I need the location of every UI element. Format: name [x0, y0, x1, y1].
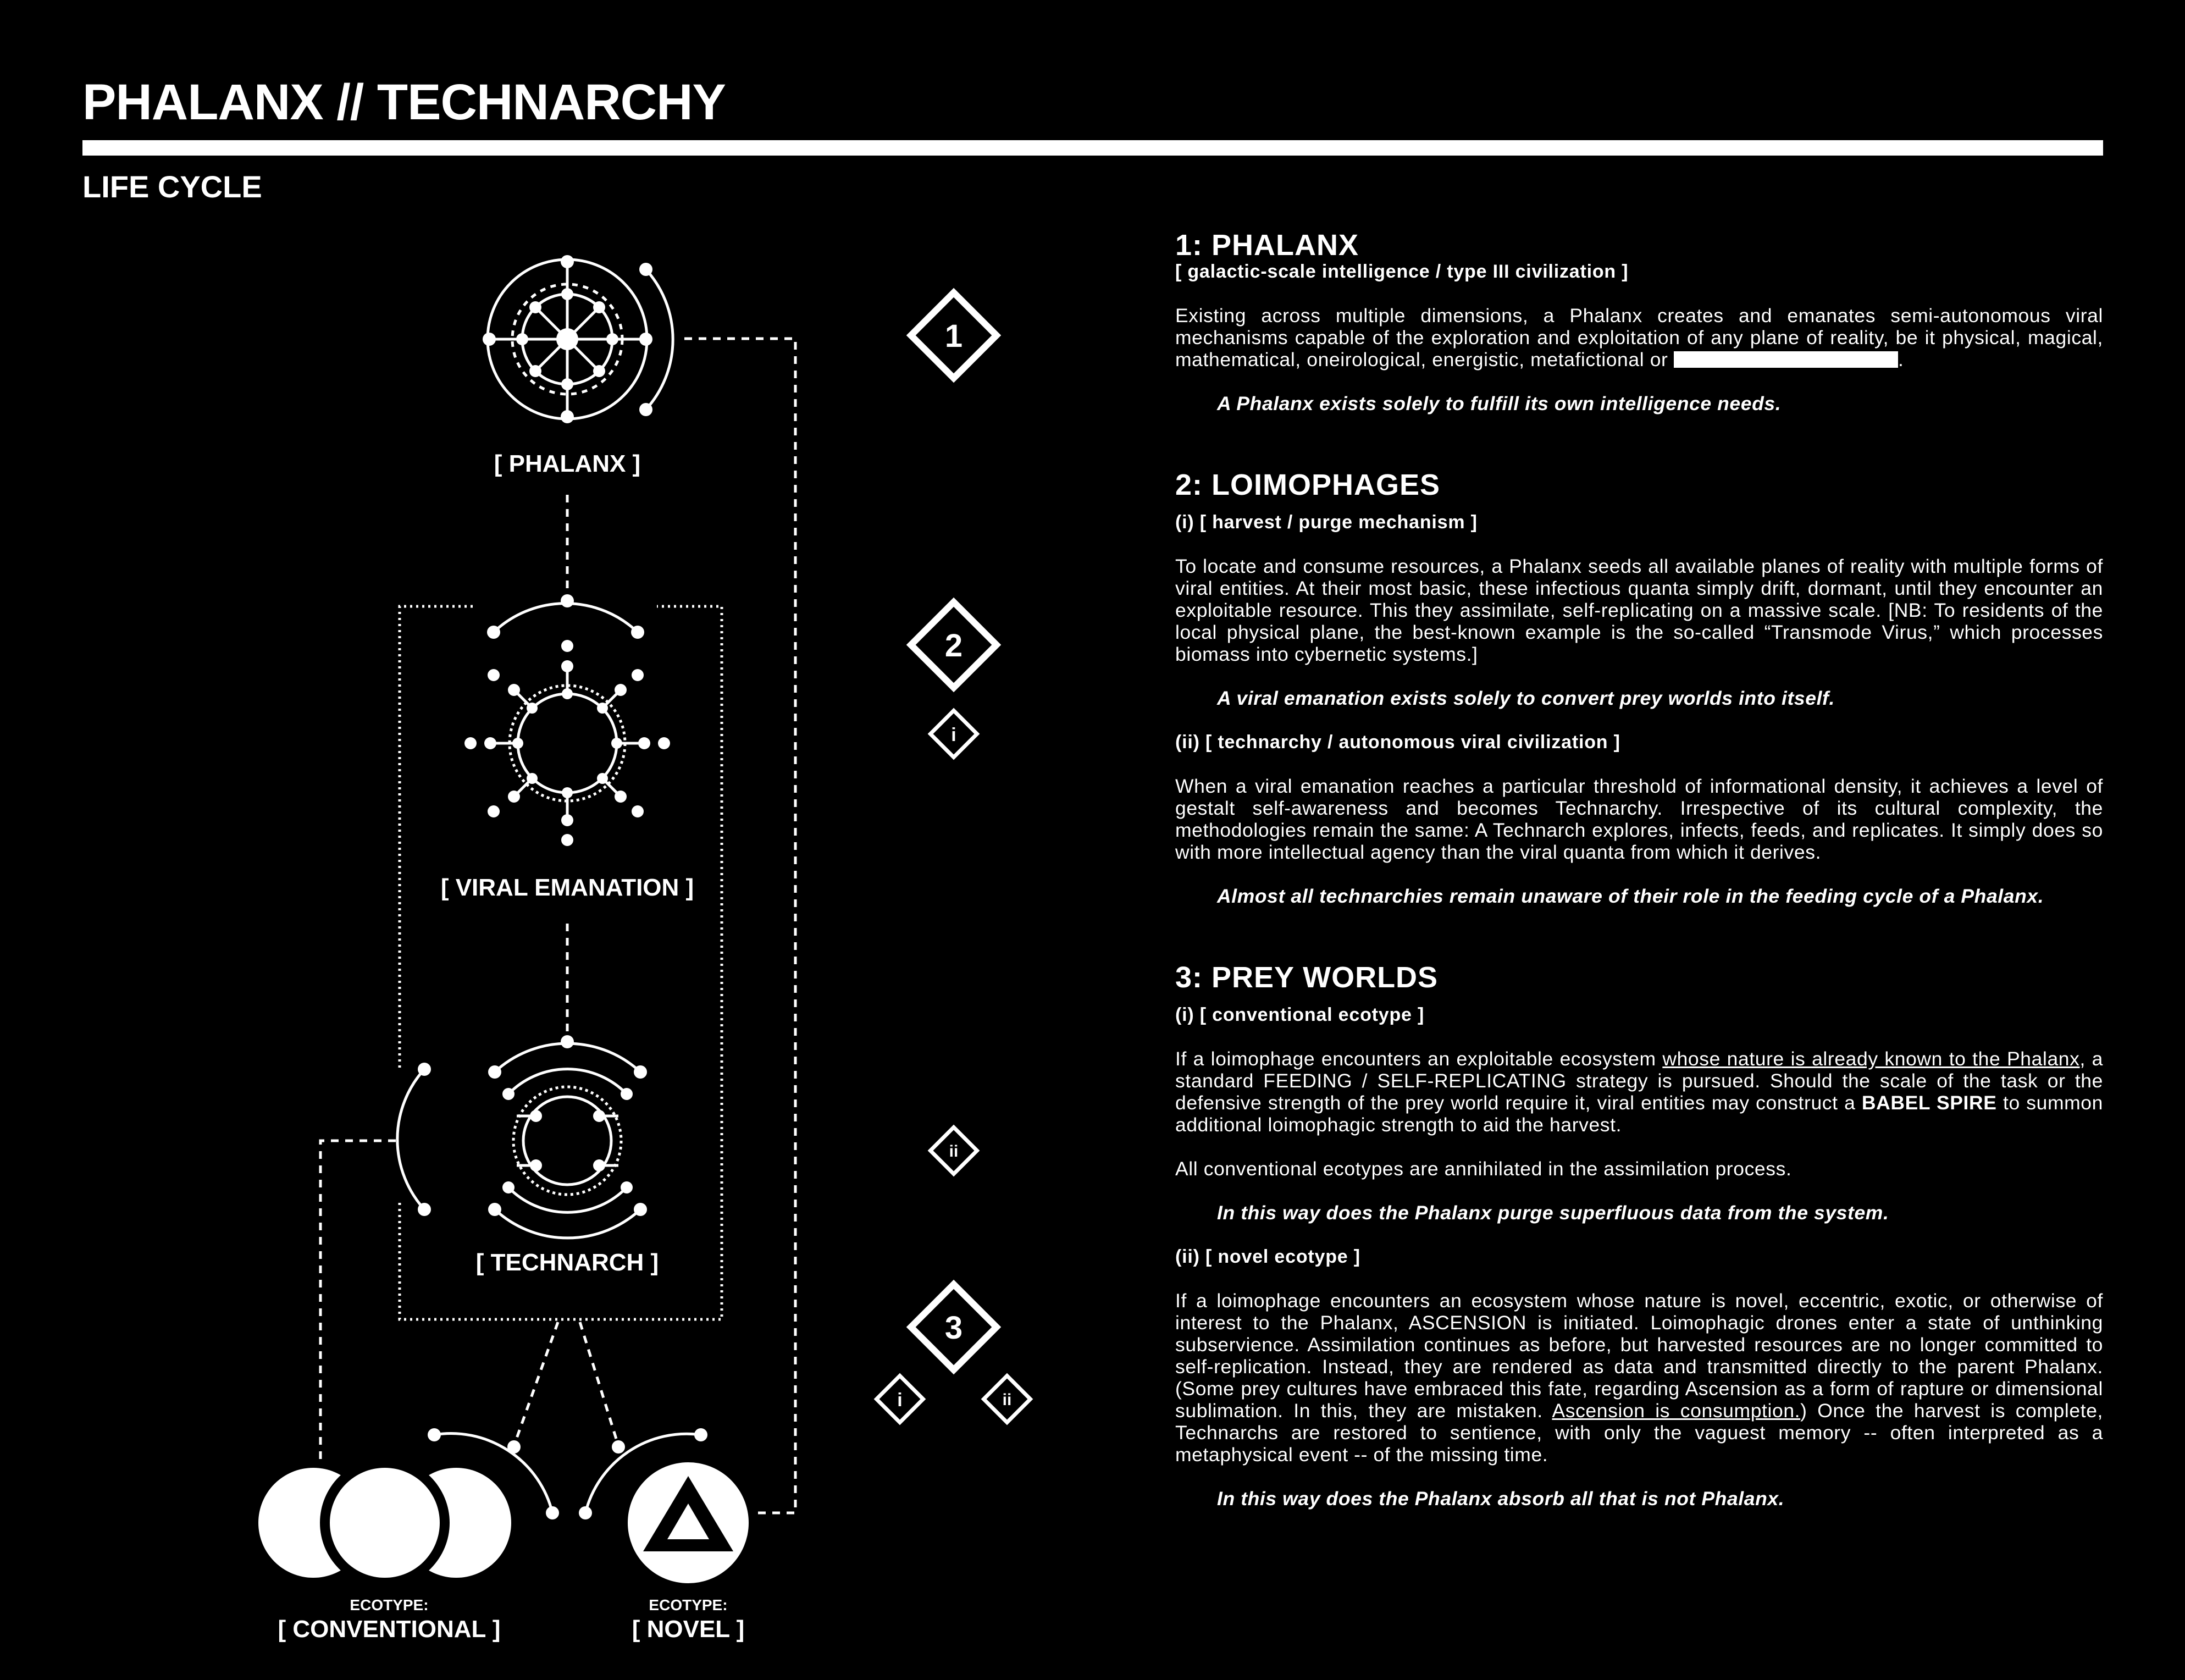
page-title: PHALANX // TECHNARCHY [82, 74, 726, 130]
connector-technarch-conv-arc [514, 1322, 558, 1446]
section-3ii-subheading: (ii) [ novel ecotype ] [1175, 1246, 1360, 1267]
page-subtitle: LIFE CYCLE [82, 169, 262, 204]
connector-technarch-novel-arc [580, 1322, 618, 1446]
marker-1-label: 1 [944, 318, 963, 354]
section-3i-body-b: , a standard FEEDING / SELF-REPLICATING strategy is pursued. Should the scale of the task or the defensive strength of the prey world require it, viral entities may construct a [1175, 1048, 2104, 1114]
section-3-heading: 3: PREY WORLDS [1175, 961, 1439, 994]
marker-2i-label: i [951, 725, 956, 745]
section-2i-body: To locate and consume resources, a Phalanx seeds all available planes of reality with multiple forms of viral entities. At their most basic, these infectious quanta simply drift, dormant, until they encounter an exploitable resource. This they assimilate, self-replicating on a massive scale. [NB: To residents of the local physical plane, the best-known example is the so-called “Transmode Virus,” which processes biomass into cybernetic systems.] [1175, 555, 2103, 665]
section-3i-body-bold: BABEL SPIRE [1861, 1092, 1997, 1114]
section-2ii-emphasis: Almost all technarchies remain unaware of their role in the feeding cycle of a Phalanx. [1217, 885, 2044, 907]
section-3i-emphasis: In this way does the Phalanx purge superfluous data from the system. [1217, 1202, 1889, 1224]
section-1-body-end: . [1898, 349, 1904, 371]
conventional-ecotype-prefix: ECOTYPE: [350, 1596, 429, 1613]
technarch-icon [397, 1035, 647, 1238]
section-3i-body-underline: whose nature is already known to the Phalanx [1662, 1048, 2080, 1070]
novel-ecotype-icon [579, 1428, 749, 1583]
section-1-body-text: Existing across multiple dimensions, a Phalanx creates and emanates semi-autonomous viral mechanisms capable of the exploration and exploitation of any plane of reality, be it physical, magical, mathematical, oneirological, energistic, metafictional or [1175, 305, 2103, 371]
viral-emanation-icon [464, 594, 670, 846]
section-3ii-body-a: If a loimophage encounters an ecosystem whose nature is novel, eccentric, exotic, or otherwise of interest to the Phalanx, ASCENSION is initiated. Loimophagic drones enter a state of unthinking subservience. Assimilation continues as before, but harvested resources are no longer committed to self-replication. Instead, they are rendered as data and transmitted directly to the parent Phalanx. (Some prey cultures have embraced this fate, regarding Ascension as a form of rapture or dimensional sublimation. In this, they are mistaken. [1175, 1290, 2103, 1422]
technarch-label: [ TECHNARCH ] [475, 1249, 659, 1276]
section-loimophages [1175, 469, 2103, 907]
connector-technarch-conventional [320, 1141, 396, 1460]
section-3ii-emphasis: In this way does the Phalanx absorb all that is not Phalanx. [1217, 1488, 1785, 1510]
section-2ii-subheading: (ii) [ technarchy / autonomous viral civilization ] [1175, 732, 1620, 753]
section-3ii-body-underline: Ascension is consumption. [1552, 1400, 1801, 1422]
section-3i-body-2: All conventional ecotypes are annihilated in the assimilation process. [1175, 1158, 1792, 1180]
connector-lines [320, 339, 795, 1513]
text-column [1175, 230, 2103, 1510]
section-3ii-body-b: ) Once the harvest is complete, Technarchs are restored to sentience, with only the vaguest memory -- often interpreted as a metaphysical event -- of the missing time. [1175, 1400, 2104, 1466]
section-prey-worlds [1175, 962, 2103, 1510]
section-3ii-body [1175, 1290, 2103, 1466]
section-3i-body-a: If a loimophage encounters an exploitable ecosystem [1175, 1048, 1663, 1070]
marker-3ii-label: ii [1002, 1391, 1012, 1409]
conventional-ecotype-icon [258, 1428, 559, 1588]
section-2i-emphasis: A viral emanation exists solely to convert prey worlds into itself. [1217, 687, 1835, 709]
section-1-heading: 1: PHALANX [1175, 229, 1359, 262]
novel-ecotype-prefix: ECOTYPE: [649, 1596, 728, 1613]
section-2i-subheading: (i) [ harvest / purge mechanism ] [1175, 512, 1478, 533]
redaction-bar [1674, 351, 1898, 368]
section-2-heading: 2: LOIMOPHAGES [1175, 468, 1441, 501]
section-3i-body-c: to summon additional loimophagic strength to aid the harvest. [1175, 1092, 2103, 1136]
conventional-ecotype-label: [ CONVENTIONAL ] [278, 1616, 501, 1643]
phalanx-icon [483, 255, 673, 423]
marker-3i-label: i [897, 1390, 903, 1411]
section-3i-subheading: (i) [ conventional ecotype ] [1175, 1004, 1425, 1025]
marker-3-label: 3 [944, 1310, 963, 1346]
marker-2-label: 2 [944, 628, 963, 664]
section-phalanx [1175, 230, 2103, 415]
connector-phalanx-novel [684, 339, 795, 1513]
section-1-subheading: [ galactic-scale intelligence / type III civilization ] [1175, 261, 1629, 282]
stage-markers [877, 292, 1031, 1422]
section-2ii-body: When a viral emanation reaches a particular threshold of informational density, it achieves a level of gestalt self-awareness and becomes Technarchy. Irrespective of its cultural complexity, the methodologies remain the same: A Technarch explores, infects, feeds, and replicates. It simply does so with more intellectual agency than the viral quanta from which it derives. [1175, 775, 2103, 863]
section-3i-body [1175, 1048, 2103, 1136]
phalanx-label: [ PHALANX ] [494, 450, 641, 477]
novel-ecotype-label: [ NOVEL ] [632, 1616, 745, 1643]
section-1-body [1175, 305, 2103, 371]
marker-2ii-label: ii [949, 1142, 959, 1160]
viral-emanation-label: [ VIRAL EMANATION ] [440, 874, 694, 901]
section-1-emphasis: A Phalanx exists solely to fulfill its own intelligence needs. [1217, 393, 1782, 415]
